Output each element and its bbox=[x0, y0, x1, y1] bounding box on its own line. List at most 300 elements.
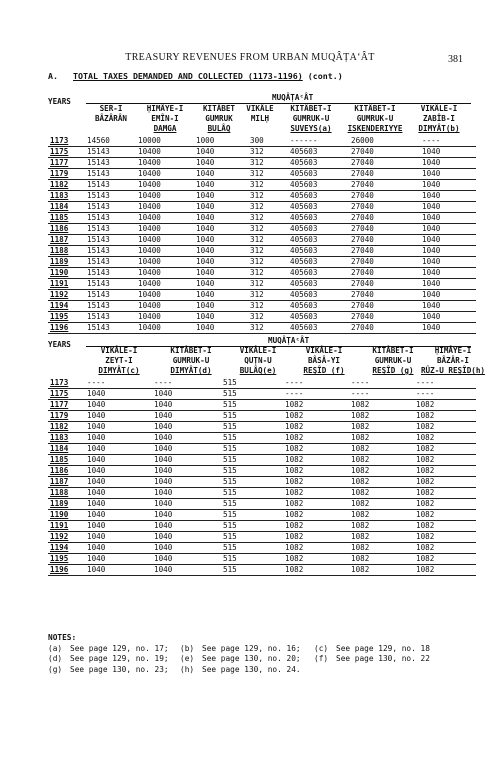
table2-column-header bbox=[420, 346, 486, 376]
note-line bbox=[48, 644, 468, 655]
value-cell: 1040 bbox=[420, 323, 476, 334]
table-row bbox=[48, 565, 476, 576]
note-reference: See page 129, no. 16; bbox=[202, 643, 301, 653]
value-cell: 405603 bbox=[288, 323, 349, 334]
value-cell: 1040 bbox=[194, 279, 248, 290]
table-row bbox=[48, 312, 476, 323]
value-cell: 15143 bbox=[85, 235, 136, 246]
note-reference: See page 130, no. 22 bbox=[336, 654, 430, 663]
table-row bbox=[48, 499, 476, 510]
year-cell: 1195 bbox=[48, 312, 85, 323]
value-cell: 515 bbox=[221, 554, 283, 565]
value-cell: 1082 bbox=[414, 411, 476, 422]
table-row bbox=[48, 147, 476, 158]
value-cell: 1082 bbox=[414, 400, 476, 411]
value-cell: 300 bbox=[248, 136, 288, 147]
table2-column-header bbox=[290, 346, 358, 376]
value-cell: ------ bbox=[288, 136, 349, 147]
value-cell: 1040 bbox=[152, 499, 221, 510]
value-cell: 27040 bbox=[349, 257, 420, 268]
table-row bbox=[48, 202, 476, 213]
table1-column-header bbox=[240, 104, 280, 134]
value-cell: 10400 bbox=[136, 257, 194, 268]
column-header-line: ISKENDERIYYE bbox=[347, 124, 403, 133]
value-cell: 1040 bbox=[85, 554, 152, 565]
value-cell: 1040 bbox=[85, 466, 152, 477]
value-cell: 1040 bbox=[420, 224, 476, 235]
value-cell: 1040 bbox=[420, 202, 476, 213]
value-cell: 1040 bbox=[85, 433, 152, 444]
note-reference: See page 129, no. 19; bbox=[70, 654, 169, 663]
value-cell: 1082 bbox=[414, 554, 476, 565]
column-header-line: VIKÂLE-I bbox=[239, 346, 277, 355]
value-cell: 1040 bbox=[152, 411, 221, 422]
value-cell: 1040 bbox=[420, 279, 476, 290]
table-row bbox=[48, 213, 476, 224]
table1-column-header bbox=[278, 104, 344, 134]
table2-column-header bbox=[226, 346, 290, 376]
year-cell: 1187 bbox=[48, 477, 85, 488]
column-header-line: SUVEYS(a) bbox=[290, 124, 332, 133]
value-cell: 1040 bbox=[420, 268, 476, 279]
value-cell: 1082 bbox=[414, 510, 476, 521]
value-cell: 1040 bbox=[152, 466, 221, 477]
year-cell: 1189 bbox=[48, 499, 85, 510]
value-cell: 1082 bbox=[414, 455, 476, 466]
value-cell: 1040 bbox=[152, 400, 221, 411]
value-cell: 10400 bbox=[136, 224, 194, 235]
year-cell: 1189 bbox=[48, 257, 85, 268]
column-header-line: GUMRUK bbox=[205, 114, 233, 123]
page-number: 381 bbox=[448, 54, 463, 65]
value-cell: 27040 bbox=[349, 312, 420, 323]
value-cell: 515 bbox=[221, 521, 283, 532]
table1-column-header bbox=[336, 104, 414, 134]
year-cell: 1192 bbox=[48, 532, 85, 543]
note-marker: (b) bbox=[180, 643, 195, 653]
value-cell: 1082 bbox=[283, 455, 349, 466]
value-cell: 1040 bbox=[152, 521, 221, 532]
value-cell: 1082 bbox=[414, 477, 476, 488]
column-header-line: EMÎN-I bbox=[151, 114, 179, 123]
value-cell: 1040 bbox=[194, 246, 248, 257]
value-cell: 15143 bbox=[85, 191, 136, 202]
year-cell: 1175 bbox=[48, 389, 85, 400]
value-cell: 1082 bbox=[349, 521, 414, 532]
column-header-line: KITÂBET-I bbox=[354, 104, 396, 113]
column-header-line: BULÂQ(e) bbox=[239, 366, 277, 375]
value-cell: 312 bbox=[248, 268, 288, 279]
table1-years-label: YEARS bbox=[48, 97, 71, 106]
column-header-line: VIKÂLE-I bbox=[305, 346, 343, 355]
table1-column-header bbox=[404, 104, 474, 134]
value-cell: 27040 bbox=[349, 147, 420, 158]
value-cell: 312 bbox=[248, 279, 288, 290]
value-cell: 515 bbox=[221, 433, 283, 444]
value-cell: 1040 bbox=[85, 477, 152, 488]
value-cell: 312 bbox=[248, 191, 288, 202]
table2-column-header bbox=[84, 346, 154, 376]
year-cell: 1190 bbox=[48, 268, 85, 279]
value-cell: 1082 bbox=[349, 444, 414, 455]
table1-column-header bbox=[135, 104, 195, 134]
notes-section bbox=[48, 633, 468, 675]
column-header-line: KITÂBET bbox=[202, 104, 235, 113]
value-cell: 1082 bbox=[283, 411, 349, 422]
value-cell: 1040 bbox=[420, 169, 476, 180]
note-marker: (g) bbox=[48, 664, 63, 674]
table2-group-label: MUQÂṬAᶜÂT bbox=[268, 336, 310, 345]
table-row bbox=[48, 521, 476, 532]
table-row bbox=[48, 257, 476, 268]
value-cell: 312 bbox=[248, 224, 288, 235]
note-reference: See page 130, no. 24. bbox=[202, 664, 301, 674]
value-cell: 1040 bbox=[194, 257, 248, 268]
value-cell: 10400 bbox=[136, 180, 194, 191]
value-cell: 1040 bbox=[152, 510, 221, 521]
column-header-line: REŞÎD (g) bbox=[372, 366, 414, 375]
note-marker: (a) bbox=[48, 643, 63, 653]
value-cell: 1040 bbox=[85, 400, 152, 411]
value-cell: 15143 bbox=[85, 312, 136, 323]
column-header-line: ḤIMÂYE-I bbox=[146, 104, 184, 113]
year-cell: 1194 bbox=[48, 543, 85, 554]
column-header-line: VIKÂLE-I bbox=[100, 346, 138, 355]
value-cell: 15143 bbox=[85, 213, 136, 224]
value-cell: 405603 bbox=[288, 312, 349, 323]
table1-column-header bbox=[84, 104, 138, 134]
value-cell: 15143 bbox=[85, 323, 136, 334]
value-cell: 312 bbox=[248, 323, 288, 334]
table2 bbox=[48, 378, 476, 576]
column-header-line bbox=[240, 124, 280, 134]
value-cell: 15143 bbox=[85, 224, 136, 235]
value-cell: 1040 bbox=[194, 213, 248, 224]
value-cell: 405603 bbox=[288, 246, 349, 257]
table-row bbox=[48, 510, 476, 521]
value-cell: 1040 bbox=[85, 488, 152, 499]
column-header-line: GUMRUK-U bbox=[356, 114, 394, 123]
year-cell: 1184 bbox=[48, 202, 85, 213]
section-letter: A. bbox=[48, 71, 58, 81]
column-header-line: ZABÎB-I bbox=[422, 114, 455, 123]
value-cell: 1040 bbox=[152, 433, 221, 444]
value-cell: 515 bbox=[221, 400, 283, 411]
value-cell: 1082 bbox=[349, 499, 414, 510]
value-cell: 1082 bbox=[283, 444, 349, 455]
note-line bbox=[48, 665, 468, 676]
table-row bbox=[48, 378, 476, 389]
year-cell: 1183 bbox=[48, 433, 85, 444]
value-cell: 1040 bbox=[420, 290, 476, 301]
table-row bbox=[48, 532, 476, 543]
value-cell: 27040 bbox=[349, 213, 420, 224]
value-cell: 405603 bbox=[288, 180, 349, 191]
table-row bbox=[48, 246, 476, 257]
value-cell: 1082 bbox=[283, 466, 349, 477]
year-cell: 1175 bbox=[48, 147, 85, 158]
value-cell: 15143 bbox=[85, 202, 136, 213]
value-cell: 1040 bbox=[85, 565, 152, 576]
value-cell: 1040 bbox=[152, 455, 221, 466]
value-cell: 405603 bbox=[288, 158, 349, 169]
value-cell: 15143 bbox=[85, 290, 136, 301]
value-cell: 312 bbox=[248, 147, 288, 158]
value-cell: 27040 bbox=[349, 268, 420, 279]
section-heading bbox=[48, 71, 343, 81]
value-cell: 1040 bbox=[194, 224, 248, 235]
year-cell: 1173 bbox=[48, 136, 85, 147]
value-cell: ---- bbox=[414, 389, 476, 400]
value-cell: 1040 bbox=[85, 422, 152, 433]
table-row bbox=[48, 488, 476, 499]
value-cell: 10400 bbox=[136, 301, 194, 312]
value-cell: 312 bbox=[248, 158, 288, 169]
value-cell: 1040 bbox=[194, 169, 248, 180]
value-cell: 1082 bbox=[349, 477, 414, 488]
value-cell: 405603 bbox=[288, 202, 349, 213]
value-cell: 1040 bbox=[85, 444, 152, 455]
page-title: TREASURY REVENUES FROM URBAN MUQÂṬA‘ÂT bbox=[125, 52, 375, 63]
column-header-line: MILḤ bbox=[250, 114, 270, 123]
table-row bbox=[48, 477, 476, 488]
note-marker: (e) bbox=[180, 654, 195, 663]
value-cell: 27040 bbox=[349, 279, 420, 290]
value-cell: 27040 bbox=[349, 290, 420, 301]
value-cell: 10400 bbox=[136, 202, 194, 213]
table-row bbox=[48, 290, 476, 301]
note-marker: (d) bbox=[48, 654, 63, 663]
value-cell: 27040 bbox=[349, 158, 420, 169]
column-header-line: DIMYÂT(b) bbox=[418, 124, 460, 133]
value-cell: 1082 bbox=[283, 521, 349, 532]
value-cell: 1040 bbox=[194, 290, 248, 301]
note-reference: See page 129, no. 17; bbox=[70, 643, 169, 653]
value-cell: 405603 bbox=[288, 235, 349, 246]
value-cell: 27040 bbox=[349, 169, 420, 180]
value-cell: 1040 bbox=[85, 389, 152, 400]
value-cell: ---- bbox=[420, 136, 476, 147]
value-cell: 1082 bbox=[349, 488, 414, 499]
value-cell: 1040 bbox=[420, 147, 476, 158]
value-cell: 1082 bbox=[349, 433, 414, 444]
value-cell: 10400 bbox=[136, 191, 194, 202]
column-header-line bbox=[84, 124, 138, 134]
value-cell: 1040 bbox=[152, 554, 221, 565]
value-cell: 27040 bbox=[349, 191, 420, 202]
table-row bbox=[48, 411, 476, 422]
year-cell: 1196 bbox=[48, 565, 85, 576]
value-cell: ---- bbox=[283, 389, 349, 400]
value-cell: 27040 bbox=[349, 323, 420, 334]
value-cell: 15143 bbox=[85, 246, 136, 257]
table1-group-label: MUQÂṬAᶜÂT bbox=[272, 93, 314, 102]
value-cell: 312 bbox=[248, 213, 288, 224]
value-cell: 1082 bbox=[414, 422, 476, 433]
year-cell: 1184 bbox=[48, 444, 85, 455]
value-cell: 1082 bbox=[283, 554, 349, 565]
value-cell: 1040 bbox=[420, 213, 476, 224]
table-row bbox=[48, 389, 476, 400]
value-cell: 1082 bbox=[349, 466, 414, 477]
value-cell: 405603 bbox=[288, 268, 349, 279]
value-cell: 1082 bbox=[349, 565, 414, 576]
value-cell: 15143 bbox=[85, 169, 136, 180]
value-cell: 1082 bbox=[349, 532, 414, 543]
value-cell: 10400 bbox=[136, 268, 194, 279]
value-cell: 15143 bbox=[85, 180, 136, 191]
value-cell: 1040 bbox=[85, 543, 152, 554]
value-cell: ---- bbox=[85, 378, 152, 389]
value-cell: 312 bbox=[248, 235, 288, 246]
column-header-line: DAMGA bbox=[153, 124, 177, 133]
value-cell: 10400 bbox=[136, 279, 194, 290]
value-cell: 312 bbox=[248, 312, 288, 323]
value-cell: 1082 bbox=[414, 444, 476, 455]
table-row bbox=[48, 279, 476, 290]
column-header-line: KITÂBET-I bbox=[170, 346, 212, 355]
column-header-line: VIKÂLE-I bbox=[420, 104, 458, 113]
table-row bbox=[48, 543, 476, 554]
value-cell: 515 bbox=[221, 532, 283, 543]
value-cell: 1040 bbox=[152, 477, 221, 488]
value-cell: 1040 bbox=[85, 499, 152, 510]
year-cell: 1186 bbox=[48, 224, 85, 235]
notes-heading: NOTES: bbox=[48, 633, 77, 642]
value-cell: 1040 bbox=[194, 323, 248, 334]
table-row bbox=[48, 301, 476, 312]
column-header-line: DIMYÂT(d) bbox=[170, 366, 212, 375]
value-cell: 1040 bbox=[420, 191, 476, 202]
table-row bbox=[48, 323, 476, 334]
value-cell: 1040 bbox=[194, 191, 248, 202]
year-cell: 1188 bbox=[48, 246, 85, 257]
value-cell: 15143 bbox=[85, 147, 136, 158]
value-cell: 1040 bbox=[152, 422, 221, 433]
value-cell: 10000 bbox=[136, 136, 194, 147]
table-row bbox=[48, 455, 476, 466]
year-cell: 1185 bbox=[48, 455, 85, 466]
value-cell: 405603 bbox=[288, 169, 349, 180]
value-cell: 14560 bbox=[85, 136, 136, 147]
value-cell: 1040 bbox=[194, 312, 248, 323]
value-cell: ---- bbox=[349, 378, 414, 389]
note-reference: See page 130, no. 20; bbox=[202, 654, 301, 663]
value-cell: 10400 bbox=[136, 213, 194, 224]
value-cell: 1040 bbox=[194, 202, 248, 213]
value-cell: 10400 bbox=[136, 290, 194, 301]
column-header-line: REŞÎD (f) bbox=[303, 366, 345, 375]
value-cell: ---- bbox=[283, 378, 349, 389]
value-cell: 1040 bbox=[420, 246, 476, 257]
value-cell: 312 bbox=[248, 246, 288, 257]
value-cell: 15143 bbox=[85, 257, 136, 268]
value-cell: 15143 bbox=[85, 158, 136, 169]
column-header-line: KITÂBET-I bbox=[290, 104, 332, 113]
year-cell: 1188 bbox=[48, 488, 85, 499]
value-cell: 10400 bbox=[136, 169, 194, 180]
value-cell: 1082 bbox=[283, 565, 349, 576]
value-cell: 312 bbox=[248, 257, 288, 268]
table-row bbox=[48, 422, 476, 433]
value-cell: 1040 bbox=[420, 257, 476, 268]
value-cell: 405603 bbox=[288, 147, 349, 158]
value-cell: 515 bbox=[221, 378, 283, 389]
table-row bbox=[48, 444, 476, 455]
note-line bbox=[48, 654, 468, 665]
column-header-line: KITÂBET-I bbox=[372, 346, 414, 355]
value-cell: 15143 bbox=[85, 301, 136, 312]
value-cell: ---- bbox=[349, 389, 414, 400]
value-cell: 26000 bbox=[349, 136, 420, 147]
value-cell: 1040 bbox=[194, 235, 248, 246]
value-cell: 10400 bbox=[136, 235, 194, 246]
column-header-line: GUMRUK-U bbox=[374, 356, 412, 365]
value-cell: 27040 bbox=[349, 301, 420, 312]
value-cell: 515 bbox=[221, 488, 283, 499]
year-cell: 1195 bbox=[48, 554, 85, 565]
value-cell: 1082 bbox=[283, 510, 349, 521]
value-cell: 10400 bbox=[136, 246, 194, 257]
value-cell: 1082 bbox=[349, 510, 414, 521]
value-cell: 27040 bbox=[349, 235, 420, 246]
value-cell: 1082 bbox=[414, 488, 476, 499]
value-cell: 1082 bbox=[414, 565, 476, 576]
year-cell: 1173 bbox=[48, 378, 85, 389]
value-cell: 1082 bbox=[283, 543, 349, 554]
section-title: TOTAL TAXES DEMANDED AND COLLECTED (1173-1196) bbox=[73, 71, 303, 81]
value-cell: 515 bbox=[221, 444, 283, 455]
note-marker: (h) bbox=[180, 664, 195, 674]
value-cell: 1000 bbox=[194, 136, 248, 147]
value-cell: 515 bbox=[221, 565, 283, 576]
value-cell: 1040 bbox=[194, 147, 248, 158]
table-row bbox=[48, 235, 476, 246]
value-cell: 1040 bbox=[152, 532, 221, 543]
value-cell: 515 bbox=[221, 510, 283, 521]
value-cell: 1040 bbox=[85, 510, 152, 521]
value-cell: 405603 bbox=[288, 257, 349, 268]
year-cell: 1179 bbox=[48, 169, 85, 180]
value-cell: 1082 bbox=[283, 532, 349, 543]
value-cell: 1082 bbox=[283, 477, 349, 488]
note-marker: (f) bbox=[314, 654, 329, 663]
value-cell: 515 bbox=[221, 499, 283, 510]
value-cell: 1040 bbox=[85, 521, 152, 532]
column-header-line: ZEYT-I bbox=[105, 356, 133, 365]
value-cell: 312 bbox=[248, 301, 288, 312]
value-cell: 1040 bbox=[152, 543, 221, 554]
value-cell: 1040 bbox=[194, 180, 248, 191]
value-cell: 1040 bbox=[420, 301, 476, 312]
value-cell: 15143 bbox=[85, 279, 136, 290]
column-header-line: ḤIMÂYE-I bbox=[434, 346, 472, 355]
table-row bbox=[48, 433, 476, 444]
table-row bbox=[48, 169, 476, 180]
value-cell: 1082 bbox=[414, 499, 476, 510]
year-cell: 1177 bbox=[48, 400, 85, 411]
table-row bbox=[48, 400, 476, 411]
table1 bbox=[48, 136, 476, 334]
year-cell: 1190 bbox=[48, 510, 85, 521]
year-cell: 1182 bbox=[48, 422, 85, 433]
year-cell: 1183 bbox=[48, 191, 85, 202]
value-cell: 1040 bbox=[194, 268, 248, 279]
value-cell: 312 bbox=[248, 169, 288, 180]
value-cell: 405603 bbox=[288, 301, 349, 312]
column-header-line: SER-I bbox=[99, 104, 123, 113]
year-cell: 1187 bbox=[48, 235, 85, 246]
